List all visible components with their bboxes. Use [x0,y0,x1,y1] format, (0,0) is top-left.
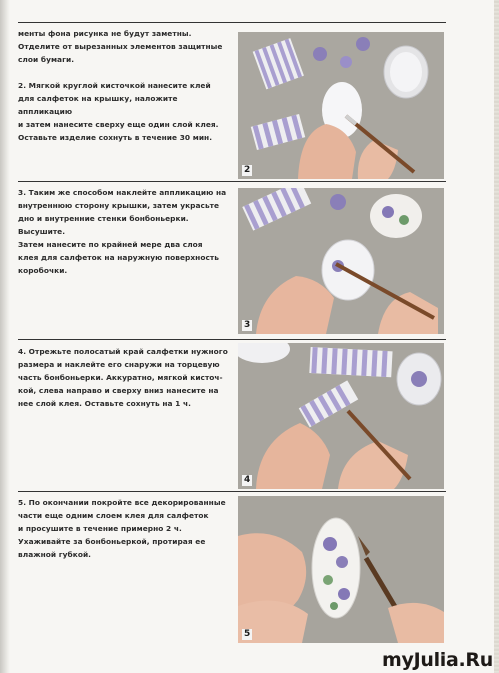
figure-number: 2 [244,165,251,175]
section-divider [18,181,446,182]
figure-number: 5 [244,629,251,639]
page-binding-shadow [0,0,10,673]
step-2-photo [238,32,444,179]
step-5-text: 5. По окончании покройте все декорированные части еще одним слоем клея для салфеток и просушите в течение примерно 2 ч. Ухаживайте за бонбоньеркой, протирая ее влажной губкой. [18,498,226,559]
figure-number: 3 [244,320,251,330]
step-2-text: менты фона рисунка не будут заметны. Отделите от вырезанных элементов защитные слои бумаги. 2. Мягкой круглой кисточкой нанесите клей для салфеток на крышку, наложите аппликацию и затем нанесите сверху еще один слой клея. Оставьте изделие сохнуть в течение 30 мин. [18,29,223,142]
step-3-text: 3. Таким же способом наклейте аппликацию на внутреннюю сторону крышки, затем украсьте дно и внутренние стенки бонбоньерки. Высушите. Затем нанесите по крайней мере два слоя клея для салфеток на наружную поверхность коробочки. [18,188,227,275]
figure-number: 4 [244,475,251,485]
step-4-text: 4. Отрежьте полосатый край салфетки нужного размера и наклейте его снаружи на торцевую часть бонбоньерки. Аккуратно, мягкой кисточ- кой, слева направо и сверху вниз нанесите на нее слой клея. Оставьте сохнуть на 1 ч. [18,347,228,408]
step-3-photo [238,188,444,334]
step-5-photo [238,496,444,643]
section-divider [18,491,446,492]
site-watermark: myJulia.Ru [381,649,493,671]
section-divider [18,22,446,23]
section-divider [18,339,446,340]
step-4-photo [238,343,444,489]
page-edge [494,0,499,673]
